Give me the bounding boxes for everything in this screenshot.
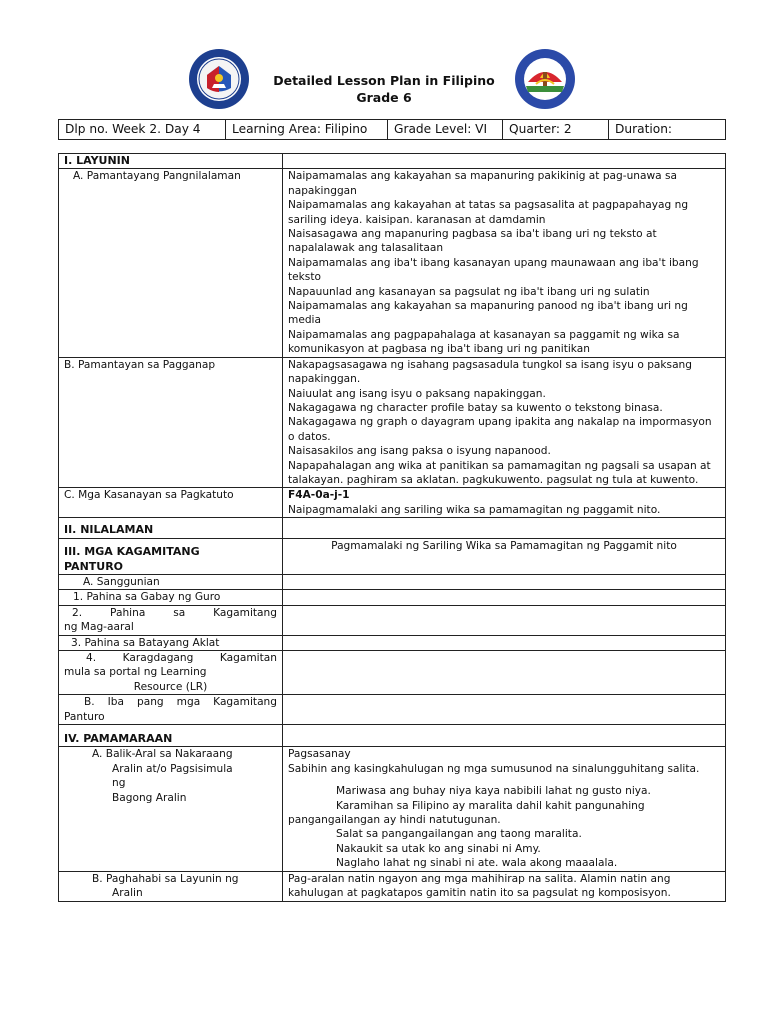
table-row xyxy=(59,695,726,725)
table-row xyxy=(59,574,726,589)
table-row xyxy=(59,154,726,169)
section-layunin: I. LAYUNIN xyxy=(59,154,283,169)
table-row xyxy=(59,169,726,357)
kasanayan-content: F4A-0a-j-1 Naipagmamalaki ang sariling wika sa pamamagitan ng paggamit nito. xyxy=(283,488,726,518)
pagsasanay-heading: Pagsasanay xyxy=(288,748,351,761)
table-row xyxy=(59,747,726,871)
kagamitang-label: 2. Pahina sa Kagamitang ng Mag-aaral xyxy=(59,605,283,635)
table-row xyxy=(59,871,726,901)
table-row xyxy=(59,518,726,539)
grade-level: Grade Level: VI xyxy=(388,120,503,140)
sanggunian-label: A. Sanggunian xyxy=(59,574,283,589)
table-row xyxy=(59,605,726,635)
iba-pang-label: B. Iba pang mga Kagamitang Panturo xyxy=(59,695,283,725)
batayang-label: 3. Pahina sa Batayang Aklat xyxy=(59,635,283,650)
duration: Duration: xyxy=(609,120,726,140)
pangnilalaman-content: Naipamamalas ang kakayahan sa mapanuring pakikinig at pag-unawa sa napakinggan Naipamamalas ang kakayahan at tatas sa pagsasalita at pagpapahayag ng sariling ideya. kaisipan. karanasan at damdamin Naisasagawa ang mapanuring pagbasa sa iba't ibang uri ng teksto at napalalawak ang talasalitaan Naipamamalas ang iba't ibang kasanayan upang maunawaan ang iba't ibang teksto Napauunlad ang kasanayan sa pagsulat ng iba't ibang uri ng sulatin Naipamamalas ang kakayahan sa mapanuring panood ng iba't ibang uri ng media Naipamamalas ang pagpapahalaga at kasanayan sa paggamit ng wika sa komunikasyon at pagbasa ng iba't ibang uri ng panitikan xyxy=(283,169,726,357)
competency-code: F4A-0a-j-1 xyxy=(288,489,350,502)
pagganap-content: Nakapagsasagawa ng isahang pagsasadula tungkol sa isang isyu o paksang napakinggan. Naiuulat ang isang isyu o paksang napakinggan. Nakagagawa ng character profile batay sa kuwento o tekstong binasa. Nakagagawa ng graph o dayagram upang ipakita ang nakalap na impormasyon o datos. Naisasakilos ang isang paksa o isyung napanood. Napapahalagan ang wika at panitikan sa pamamagitan ng pagsali sa usapan at talakayan. paghiram sa aklatan. pagkukuwento. pagsulat ng tula at kuwento. xyxy=(283,357,726,488)
section-kagamitan: III. MGA KAGAMITANG PANTURO xyxy=(59,539,283,575)
table-row xyxy=(59,725,726,747)
document-title: Detailed Lesson Plan in Filipino xyxy=(273,73,495,88)
nilalaman-topic: Pagmamalaki ng Sariling Wika sa Pamamagitan ng Paggamit nito xyxy=(283,539,726,575)
table-row xyxy=(59,590,726,605)
karagdagang-label: 4. Karagdagang Kagamitan mula sa portal ng Learning Resource (LR) xyxy=(59,651,283,695)
table-row xyxy=(59,357,726,488)
balik-aral-content: Pagsasanay Sabihin ang kasingkahulugan ng mga sumusunod na sinalungguhitang salita. Mariwasa ang buhay niya kaya nabibili lahat ng gusto niya. Karamihan sa Filipino ay maralita dahil kahit pangunahing pangangailangan ay hindi natutugunan. Salat sa pangangailangan ang taong maralita. Nakaukit sa utak ko ang sinabi ni Amy. Naglaho lahat ng sinabi ni ate. wala akong maaalala. xyxy=(283,747,726,871)
section-nilalaman: II. NILALAMAN xyxy=(59,518,283,539)
quarter: Quarter: 2 xyxy=(503,120,609,140)
lesson-plan-table xyxy=(58,153,726,902)
document-subtitle: Grade 6 xyxy=(356,90,412,105)
pangnilalaman-label: A. Pamantayang Pangnilalaman xyxy=(73,170,241,183)
paghahabi-content: Pag-aralan natin ngayon ang mga mahihirap na salita. Alamin natin ang kahulugan at pagkatapos gamitin natin ito sa pagsulat ng komposisyon. xyxy=(283,871,726,901)
table-row xyxy=(59,635,726,650)
balik-aral-label: A. Balik-Aral sa Nakaraang Aralin at/o Pagsisimula ng Bagong Aralin xyxy=(59,747,283,871)
table-row xyxy=(59,488,726,518)
gabay-label: 1. Pahina sa Gabay ng Guro xyxy=(59,590,283,605)
table-row xyxy=(59,651,726,695)
title-block xyxy=(0,72,768,106)
pagganap-label: B. Pamantayan sa Pagganap xyxy=(59,357,283,488)
paghahabi-label: B. Paghahabi sa Layunin ng Aralin xyxy=(59,871,283,901)
header-info-table xyxy=(58,119,726,140)
kasanayan-label: C. Mga Kasanayan sa Pagkatuto xyxy=(59,488,283,518)
table-row xyxy=(59,539,726,575)
learning-area: Learning Area: Filipino xyxy=(226,120,388,140)
section-pamamaraan: IV. PAMAMARAAN xyxy=(59,725,283,747)
dlp-number: Dlp no. Week 2. Day 4 xyxy=(59,120,226,140)
